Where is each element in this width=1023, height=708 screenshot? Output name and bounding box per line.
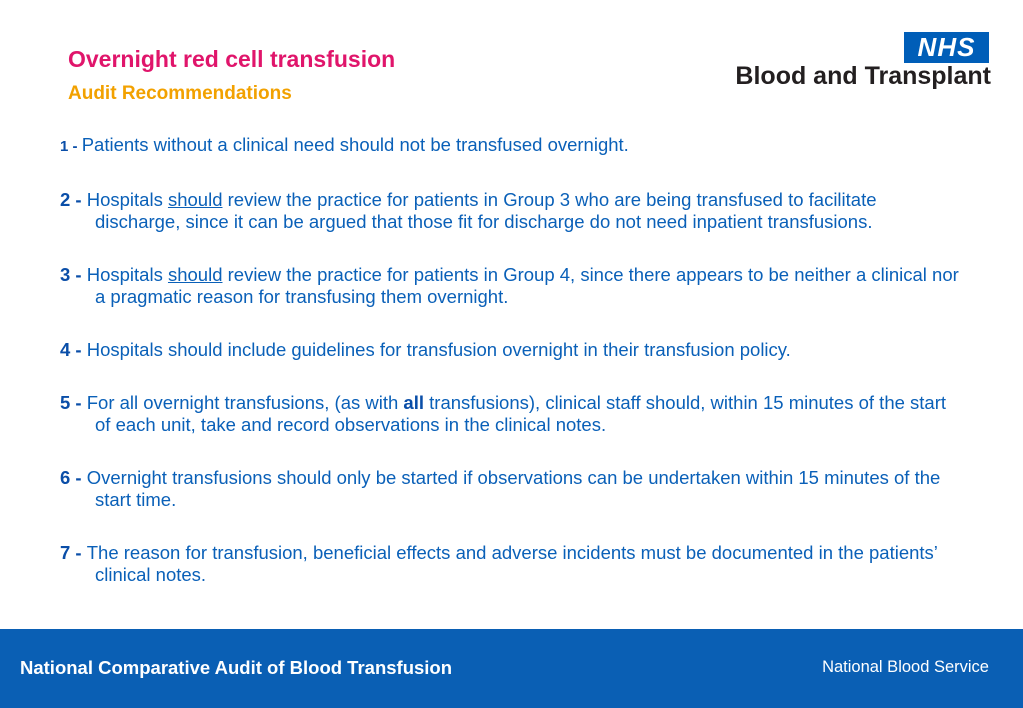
recommendation-text: Overnight transfusions should only be started if observations can be undertaken within 15 minutes of the start time. <box>86 467 941 510</box>
recommendation-item <box>60 542 960 586</box>
recommendation-text: The reason for transfusion, beneficial effects and adverse incidents must be documented in the patients’ clinical notes. <box>86 542 938 585</box>
recommendation-item <box>60 264 960 308</box>
recommendation-item <box>60 189 960 233</box>
recommendations-list <box>60 134 960 617</box>
recommendation-item <box>60 467 960 511</box>
recommendation-text: Hospitals <box>86 189 168 210</box>
recommendation-text: Patients without a clinical need should not be transfused overnight. <box>81 134 629 155</box>
slide-title: Overnight red cell transfusion <box>68 46 396 72</box>
footer-organisation: National Blood Service <box>822 658 989 676</box>
recommendation-number: 7 - <box>60 542 87 563</box>
footer-audit-title: National Comparative Audit of Blood Transfusion <box>20 657 453 678</box>
recommendation-text: review the practice for patients in Group 4, since there appears to be neither a clinical nor a pragmatic reason for transfusing them overnight. <box>95 264 959 307</box>
recommendation-item <box>60 392 960 436</box>
recommendation-text: For all overnight transfusions, (as with <box>86 392 404 413</box>
recommendation-text: review the practice for patients in Group 3 who are being transfused to facilitate discharge, since it can be argued that those fit for discharge do not need inpatient transfusions. <box>95 189 877 232</box>
slide-subtitle: Audit Recommendations <box>68 83 292 104</box>
recommendation-text: Hospitals <box>86 264 168 285</box>
recommendation-number: 3 - <box>60 264 87 285</box>
emphasis-text: should <box>167 189 223 210</box>
recommendation-text: Hospitals should include guidelines for transfusion overnight in their transfusion policy. <box>86 339 791 360</box>
recommendation-number: 1 - <box>60 138 82 155</box>
nhs-logo-mark: NHS <box>904 32 989 63</box>
recommendation-item <box>60 134 960 158</box>
recommendation-number: 2 - <box>60 189 87 210</box>
recommendation-text: transfusions), clinical staff should, within 15 minutes of the start of each unit, take and record observations in the clinical notes. <box>95 392 947 435</box>
nhs-blood-transplant-logo <box>700 28 995 98</box>
logo-wordmark: Blood and Transplant <box>735 62 991 90</box>
recommendation-item <box>60 339 960 361</box>
bold-text: all <box>403 392 424 413</box>
recommendation-number: 4 - <box>60 339 87 360</box>
recommendation-number: 6 - <box>60 467 87 488</box>
recommendation-number: 5 - <box>60 392 87 413</box>
emphasis-text: should <box>167 264 223 285</box>
footer-bar <box>0 629 1023 708</box>
